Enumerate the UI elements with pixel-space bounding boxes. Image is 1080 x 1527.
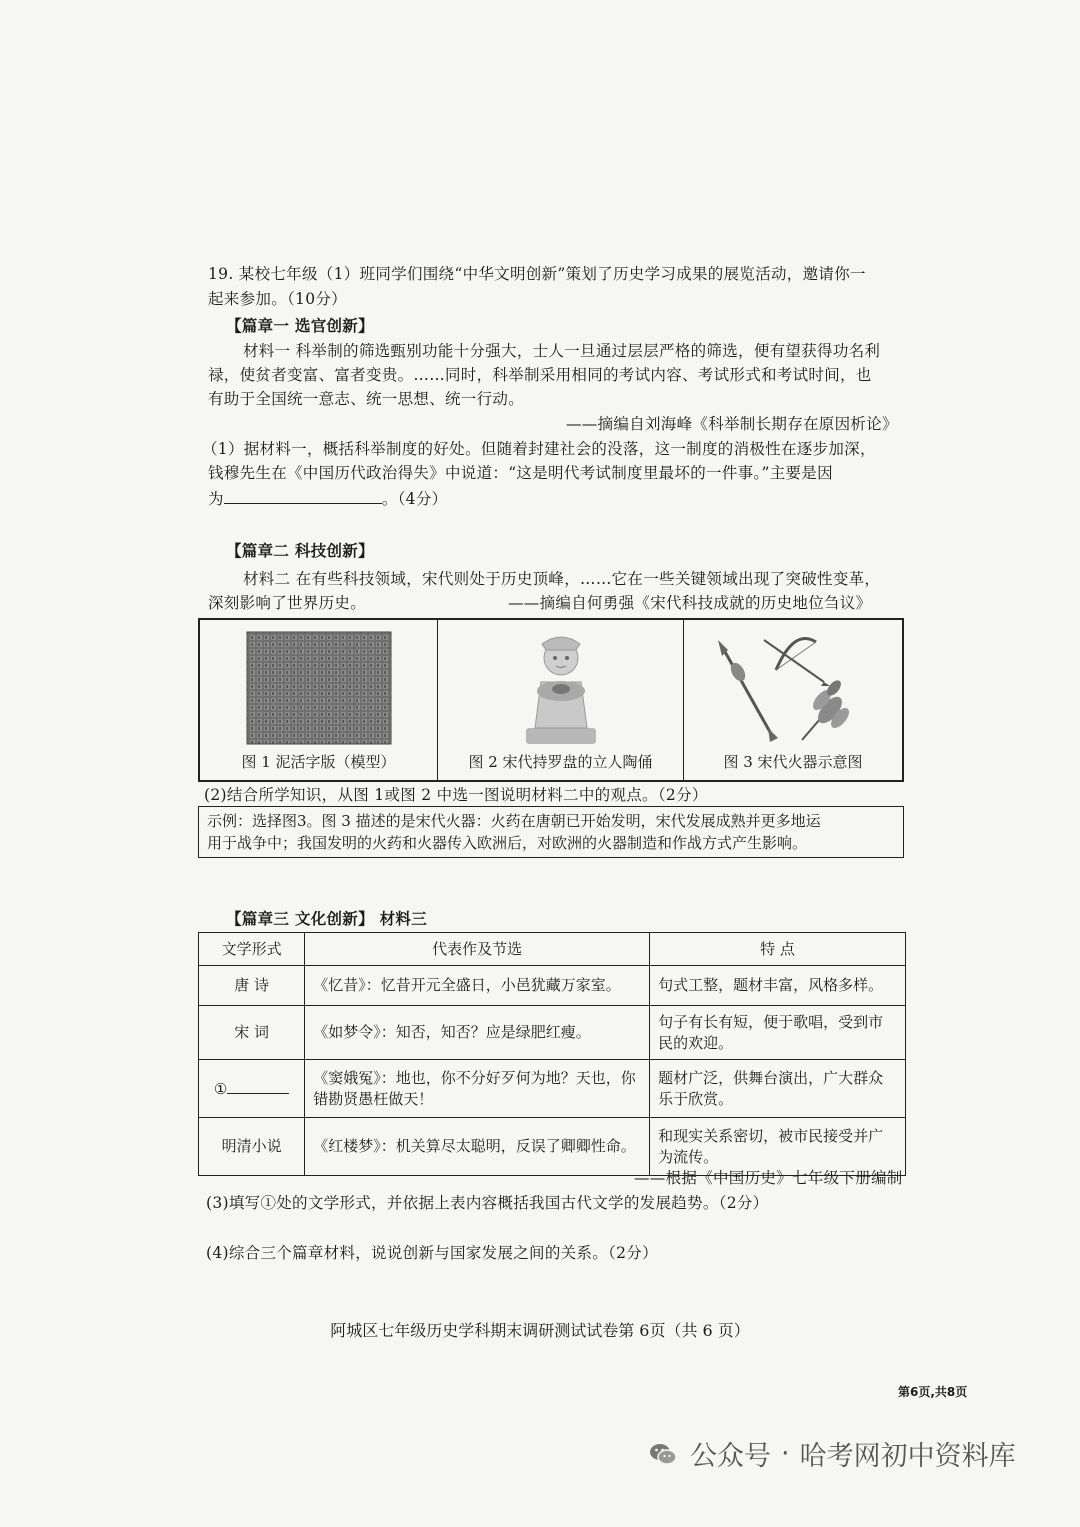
header-feature: 特 点 (650, 933, 906, 966)
q1-line1: （1）据材料一，概括科举制度的好处。但随着封建社会的没落，这一制度的消极性在逐步加深， (202, 440, 876, 458)
row-novel-feature: 和现实关系密切，被市民接受并广为流传。 (650, 1118, 906, 1176)
example-line1: 示例：选择图3。图 3 描述的是宋代火器：火药在唐朝已开始发明，宋代发展成熟并更多地运 (207, 812, 821, 830)
material3-source: ——根据《中国历史》七年级下册编制 (634, 1169, 903, 1187)
header-excerpt: 代表作及节选 (305, 933, 650, 966)
song-fire-weapons-image (684, 620, 902, 750)
material1-source: ——摘编自刘海峰《科举制长期存在原因析论》 (566, 415, 898, 433)
row-blank-feature: 题材广泛，供舞台演出，广大群众乐于欣赏。 (650, 1060, 906, 1118)
row-song-feature: 句子有长有短，便于歌唱，受到市民的欢迎。 (650, 1006, 906, 1060)
figure-2-caption: 图 2 宋代持罗盘的立人陶俑 (468, 753, 653, 771)
chapter2-heading: 【篇章二 科技创新】 (226, 541, 374, 560)
wechat-icon (648, 1439, 678, 1469)
row-song-excerpt: 《如梦令》：知否，知否？应是绿肥红瘦。 (305, 1006, 650, 1060)
q2-text: (2)结合所学知识，从图 1或图 2 中选一图说明材料二中的观点。（2分） (204, 786, 708, 804)
figure-3-caption: 图 3 宋代火器示意图 (723, 753, 863, 771)
material2-line1: 材料二 在有些科技领域，宋代则处于历史顶峰，……它在一些关键领域出现了突破性变革， (243, 570, 881, 588)
row-blank-excerpt: 《窦娥冤》：地也，你不分好歹何为地？天也，你错勘贤愚枉做天！ (305, 1060, 650, 1118)
question-stem-line1: 19. 某校七年级（1）班同学们围绕“中华文明创新”策划了历史学习成果的展览活动，邀请你一 (208, 265, 866, 283)
example-answer-box (198, 806, 904, 858)
clay-type-block-image (200, 620, 438, 750)
table-row (199, 1060, 906, 1118)
q1-suffix: 。（4分） (381, 490, 448, 508)
compass-figurine-image (438, 620, 684, 750)
q1-answer-blank[interactable] (224, 487, 382, 504)
header-form: 文学形式 (199, 933, 305, 966)
q1-line2: 钱穆先生在《中国历代政治得失》中说道：“这是明代考试制度里最坏的一件事。”主要是因 (208, 464, 833, 482)
table-row (199, 1006, 906, 1060)
q1-prefix: 为 (208, 490, 224, 508)
chapter1-heading: 【篇章一 选官创新】 (226, 316, 374, 335)
row-tang-feature: 句式工整，题材丰富，风格多样。 (650, 966, 906, 1006)
page-indicator: 第6页,共8页 (898, 1385, 968, 1399)
row-song-form: 宋 词 (199, 1006, 305, 1060)
watermark-account: 公众号 (690, 1441, 771, 1472)
question-stem-line2: 起来参加。（10分） (208, 290, 347, 308)
blank-answer-field[interactable] (227, 1077, 289, 1094)
q1-line3 (208, 487, 447, 510)
exam-footer: 阿城区七年级历史学科期末调研测试试卷第 6页（共 6 页） (330, 1321, 750, 1340)
material2-source: ——摘编自何勇强《宋代科技成就的历史地位刍议》 (508, 594, 872, 612)
table-header-row (199, 933, 906, 966)
watermark (648, 1434, 1016, 1473)
figure-3-cell (684, 620, 902, 780)
figure-table (198, 618, 904, 782)
row-tang-form: 唐 诗 (199, 966, 305, 1006)
blank-marker: ① (213, 1080, 228, 1098)
material1-line1: 材料一 科举制的筛选甄别功能十分强大，士人一旦通过层层严格的筛选，便有望获得功名利 (243, 342, 881, 360)
material2-line2: 深刻影响了世界历史。 (208, 594, 367, 612)
table-row (199, 966, 906, 1006)
literature-table (198, 932, 906, 1176)
row-blank-form (199, 1060, 305, 1118)
watermark-name: 哈考网初中资料库 (799, 1441, 1016, 1472)
row-novel-form: 明清小说 (199, 1118, 305, 1176)
figure-1-cell (200, 620, 438, 780)
example-line2: 用于战争中；我国发明的火药和火器传入欧洲后，对欧洲的火器制造和作战方式产生影响。 (207, 834, 808, 852)
watermark-separator: · (781, 1438, 790, 1469)
material1-line3: 有助于全国统一意志、统一思想、统一行动。 (208, 390, 525, 408)
row-tang-excerpt: 《忆昔》：忆昔开元全盛日，小邑犹藏万家室。 (305, 966, 650, 1006)
row-novel-excerpt: 《红楼梦》：机关算尽太聪明，反误了卿卿性命。 (305, 1118, 650, 1176)
chapter3-heading: 【篇章三 文化创新】 材料三 (226, 909, 427, 928)
q3-text: (3)填写①处的文学形式，并依据上表内容概括我国古代文学的发展趋势。（2分） (206, 1194, 769, 1212)
figure-1-caption: 图 1 泥活字版（模型） (241, 753, 396, 771)
figure-2-cell (438, 620, 684, 780)
q4-text: (4)综合三个篇章材料，说说创新与国家发展之间的关系。（2分） (206, 1244, 658, 1262)
material1-line2: 禄，使贫者变富、富者变贵。……同时，科举制采用相同的考试内容、考试形式和考试时间，也 (208, 366, 872, 384)
